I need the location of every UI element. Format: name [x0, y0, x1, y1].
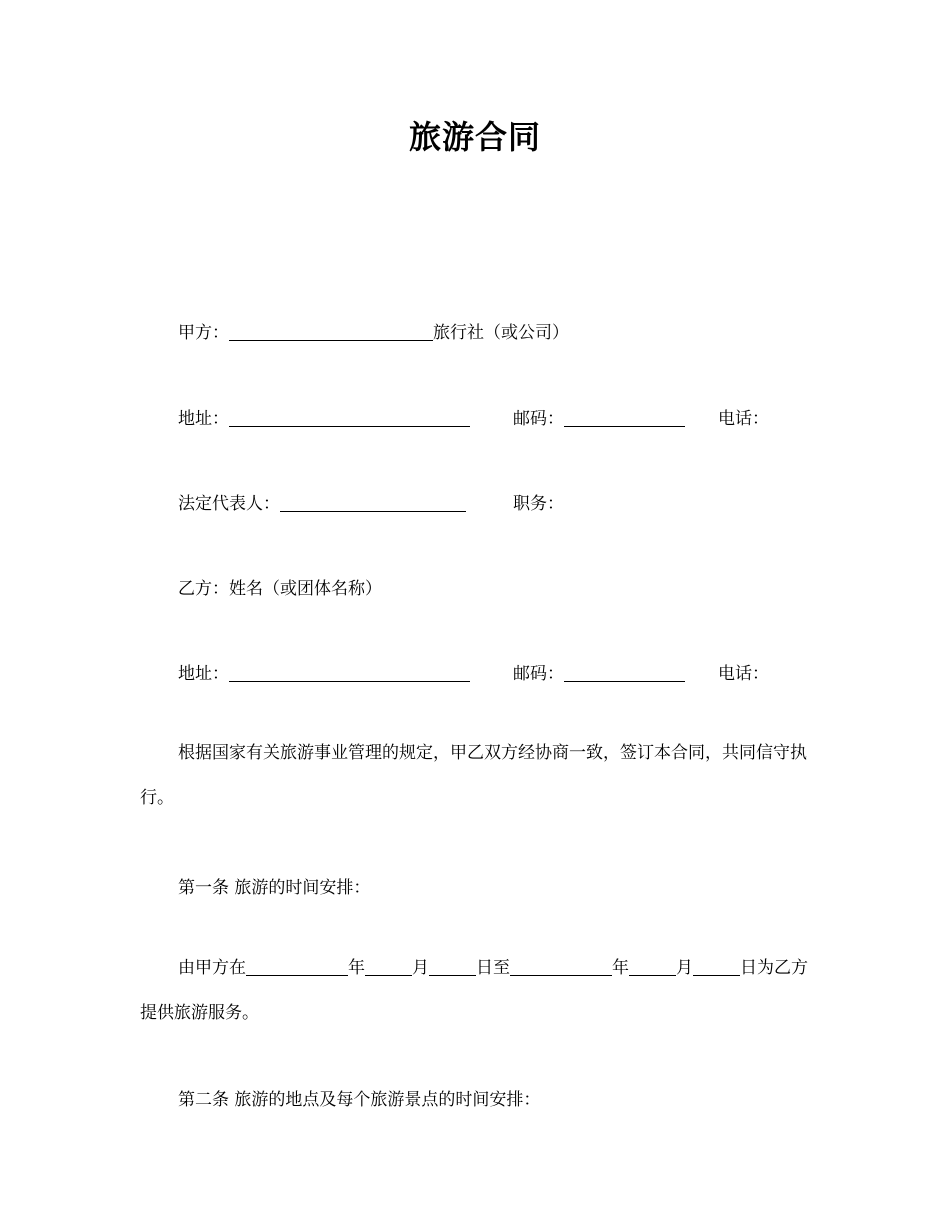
preamble-paragraph — [140, 731, 812, 821]
article1-month-1: 月 — [412, 958, 429, 978]
party-a-phone-label: 电话： — [718, 409, 769, 429]
end-day-blank[interactable] — [693, 959, 740, 976]
article2-heading: 第二条 旅游的地点及每个旅游景点的时间安排： — [178, 1090, 541, 1110]
article1-text-end: 日为乙方提供旅游服务。 — [140, 958, 808, 1023]
article1-text-start: 由甲方在 — [178, 958, 246, 978]
party-b-postcode-blank[interactable] — [564, 665, 685, 682]
end-month-blank[interactable] — [629, 959, 676, 976]
party-a-label: 甲方： — [178, 323, 229, 343]
start-day-blank[interactable] — [429, 959, 476, 976]
party-b-address-blank[interactable] — [229, 665, 470, 682]
article1-paragraph — [140, 946, 812, 1036]
party-a-rep-blank[interactable] — [280, 495, 466, 512]
article1-day-to: 日至 — [476, 958, 510, 978]
party-a-position-label: 职务： — [513, 494, 564, 514]
party-a-address-label: 地址： — [178, 409, 229, 429]
party-b-postcode-line — [513, 659, 685, 684]
start-year-blank[interactable] — [246, 959, 348, 976]
start-month-blank[interactable] — [365, 959, 412, 976]
party-a-rep-line — [178, 489, 466, 514]
party-a-rep-label: 法定代表人： — [178, 494, 280, 514]
article1-month-2: 月 — [676, 958, 693, 978]
party-a-postcode-label: 邮码： — [513, 409, 564, 429]
party-a-suffix: 旅行社（或公司） — [433, 323, 569, 343]
party-b-address-label: 地址： — [178, 664, 229, 684]
party-a-postcode-line — [513, 404, 685, 429]
article1-year-2: 年 — [612, 958, 629, 978]
article1-year-1: 年 — [348, 958, 365, 978]
party-b-postcode-label: 邮码： — [513, 664, 564, 684]
preamble-text: 根据国家有关旅游事业管理的规定，甲乙双方经协商一致，签订本合同，共同信守执行。 — [140, 743, 807, 808]
party-a-postcode-blank[interactable] — [564, 410, 685, 427]
party-a-address-line — [178, 404, 470, 429]
end-year-blank[interactable] — [510, 959, 612, 976]
party-a-name-blank[interactable] — [229, 324, 433, 341]
party-b-address-line — [178, 659, 470, 684]
article1-heading: 第一条 旅游的时间安排： — [178, 878, 371, 898]
party-a-address-blank[interactable] — [229, 410, 470, 427]
document-title: 旅游合同 — [408, 118, 541, 156]
party-b-phone-label: 电话： — [718, 664, 769, 684]
party-b-label: 乙方：姓名（或团体名称） — [178, 579, 382, 599]
party-a-line — [178, 318, 569, 343]
